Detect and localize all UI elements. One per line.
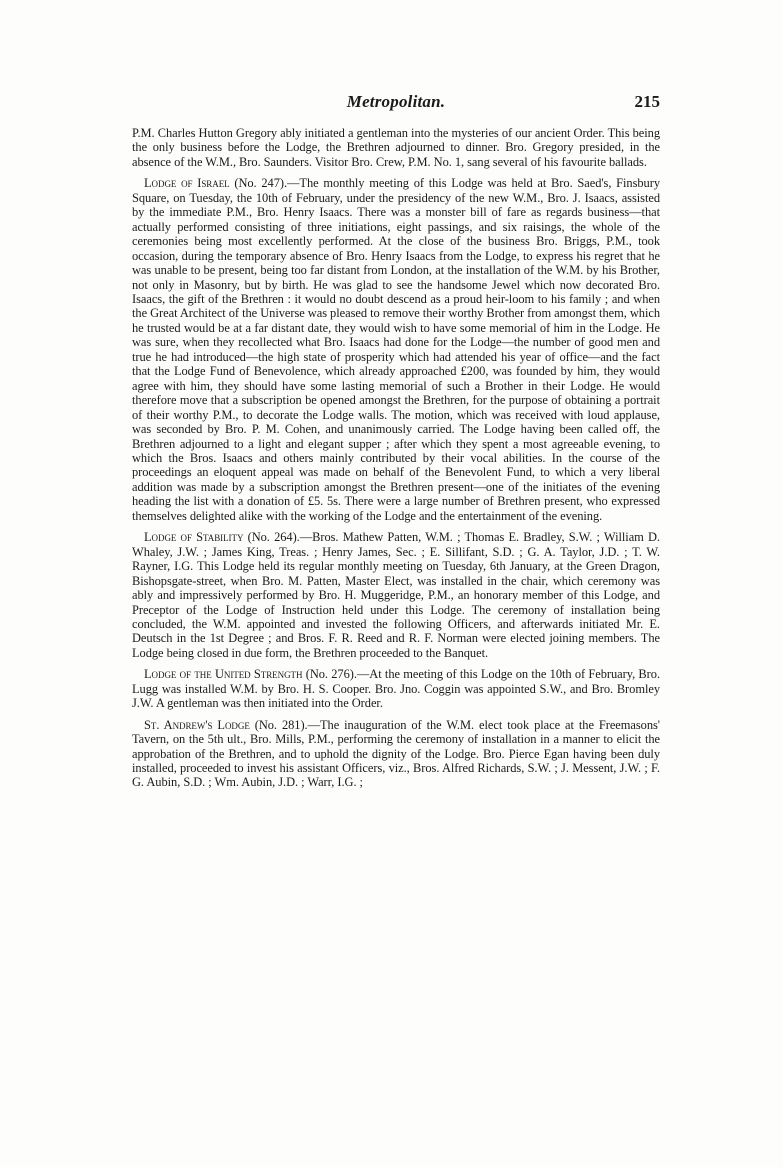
running-head [132,92,660,118]
paragraph-text: P.M. Charles Hutton Gregory ably initiated a gentleman into the mysteries of our ancient Order. This being the only business before the Lodge, the Brethren adjourned to dinner. Bro. Gregory presided, in the absence of the W.M., Bro. Saunders. Visitor Bro. Crew, P.M. No. 1, sang several of his favourite ballads. [132,126,660,169]
lodge-name: Lodge of the United Strength [144,667,303,682]
article-body [132,126,660,797]
page-number: 215 [634,92,660,111]
paragraph-text: (No. 281).—The inauguration of the W.M. elect took place at the Freemasons' Tavern, on the 5th ult., Bro. Mills, P.M., performing the ceremony of installation in a manner to elicit the approbation of the Brethren, and to uphold the dignity of the Lodge. Bro. Pierce Egan having been duly installed, proceeded to invest his assistant Officers, viz., Bros. Alfred Richards, S.W. ; J. Messent, J.W. ; F. G. Aubin, S.D. ; Wm. Aubin, J.D. ; Warr, I.G. ; [132,717,660,790]
paragraph-lodge-of-united-strength [132,667,660,710]
paragraph-lodge-of-israel [132,176,660,523]
paragraph-continuation [132,126,660,169]
paragraph-lodge-of-stability [132,530,660,660]
running-title: Metropolitan. [346,92,446,111]
paragraph-text: (No. 276).—At the meeting of this Lodge on the 10th of February, Bro. Lugg was installed W.M. by Bro. H. S. Cooper. Bro. Jno. Coggin was appointed S.W., and Bro. Bromley J.W. A gentleman was then initiated into the Order. [132,667,661,711]
paragraph-st-andrews-lodge [132,718,660,790]
lodge-name: Lodge of Israel [144,176,230,191]
paragraph-text: (No. 247).—The monthly meeting of this Lodge was held at Bro. Saed's, Finsbury Square, on Tuesday, the 10th of February, under the presidency of the new W.M., Bro. J. Isaacs, assisted by the immediate P.M., Bro. Henry Isaacs. There was a monster bill of fare as regards business—that actually performed consisting of three initiations, eight passings, and six raisings, the whole of the ceremonies being most excellently performed. At the close of the business Bro. Briggs, P.M., took occasion, during the temporary absence of Bro. Henry Isaacs from the Lodge, to express his regret that he was unable to be present, being too far distant from London, at the installation of the W.M. by his Brother, not only in Masonry, but by birth. He was glad to see the handsome Jewel which now decorated Bro. Isaacs, the gift of the Brethren : it would no doubt descend as a proud heir-loom to his family ; and when the Great Architect of the Universe was pleased to remove their worthy Brother from amongst them, which he trusted would be at a far distant date, they would wish to have some memorial of him in the Lodge. He was sure, when they recollected what Bro. Isaacs had done for the Lodge—the number of good men and true he had introduced—the high state of prosperity which had attended his year of office—and the fact that the Lodge Fund of Benevolence, which already approached £200, was founded by him, they would agree with him, they should have some lasting memorial of such a Brother in their Lodge. He would therefore move that a subscription be opened amongst the Brethren, for the purpose of obtaining a portrait of their worthy P.M., to decorate the Lodge walls. The motion, which was received with loud applause, was seconded by Bro. P. M. Cohen, and unanimously carried. The Lodge having been called off, the Brethren adjourned to a light and elegant supper ; after which they spent a most agreeable evening, to which the Bros. Isaacs and others mainly contributed by their vocal abilities. In the course of the proceedings an eloquent appeal was made on behalf of the Benevolent Fund, to which a very liberal addition was made by a subscription amongst the Brethren present—one of the initiates of the evening heading the list with a donation of £5. 5s. There were a large number of Brethren present, who expressed themselves delighted alike with the working of the Lodge and the entertainment of the evening. [132,176,660,523]
paragraph-text: (No. 264).—Bros. Mathew Patten, W.M. ; Thomas E. Bradley, S.W. ; William D. Whaley, J.W. ; James King, Treas. ; Henry James, Sec. ; E. Sillifant, S.D. ; G. A. Taylor, J.D. ; T. W. Rayner, I.G. This Lodge held its regular monthly meeting on Tuesday, 6th January, at the Green Dragon, Bishopsgate-street, when Bro. M. Patten, Master Elect, was installed in the chair, which ceremony was ably and impressively performed by Bro. H. Muggeridge, P.M., an honorary member of this Lodge, and Preceptor of the Lodge of Instruction held under this Lodge. The ceremony of installation being concluded, the W.M. appointed and invested the following Officers, and afterwards initiated Mr. E. Deutsch in the 1st Degree ; and Bros. F. R. Reed and R. F. Norman were elected joining members. The Lodge being closed in due form, the Brethren proceeded to the Banquet. [132,530,660,660]
lodge-name: St. Andrew's Lodge [144,717,250,732]
lodge-name: Lodge of Stability [144,530,244,545]
